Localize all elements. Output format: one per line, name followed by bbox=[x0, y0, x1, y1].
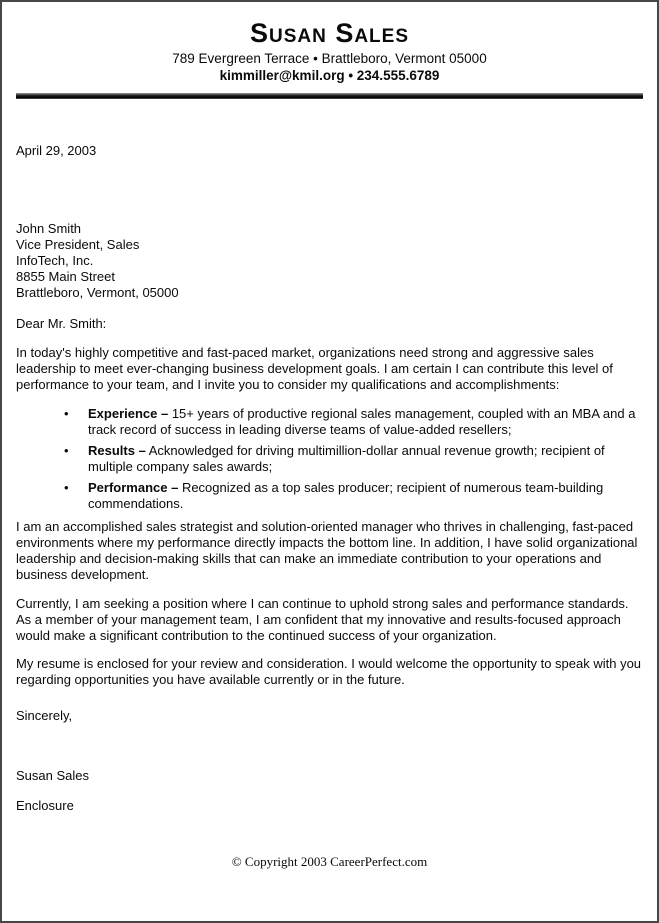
bullet-label: Performance – bbox=[88, 480, 179, 495]
enclosure-note: Enclosure bbox=[16, 798, 74, 813]
recipient-city: Brattleboro, Vermont, 05000 bbox=[16, 285, 179, 300]
bullet-text: 15+ years of productive regional sales management, coupled with an MBA and a track record of success in leading diverse teams of value-added resellers; bbox=[88, 406, 636, 437]
bullet-label: Experience – bbox=[88, 406, 169, 421]
header-divider-rule bbox=[16, 93, 643, 99]
closing: Sincerely, bbox=[16, 708, 73, 723]
paragraph-intro: In today's highly competitive and fast-paced market, organizations need strong and aggressive sales leadership to meet ever-changing business development goals. I am certain I can contribute this level of performance to your team, and I invite you to consider my qualifications and accomplishments: bbox=[16, 345, 613, 392]
paragraph-strategist: I am an accomplished sales strategist and solution-oriented manager who thrives in challenging, fast-paced environments where my performance directly impacts the bottom line. In addition, I have solid organizational leadership and decision-making skills that can make an immediate contribution to your operations and business development. bbox=[16, 519, 638, 582]
bullet-icon: • bbox=[64, 406, 69, 421]
letterhead-address: 789 Evergreen Terrace • Brattleboro, Vermont 05000 bbox=[172, 51, 487, 66]
salutation: Dear Mr. Smith: bbox=[16, 316, 107, 331]
bullet-icon: • bbox=[64, 480, 69, 495]
signature-name: Susan Sales bbox=[16, 768, 89, 783]
recipient-name: John Smith bbox=[16, 221, 82, 236]
list-item bbox=[64, 480, 643, 512]
recipient-company: InfoTech, Inc. bbox=[16, 253, 94, 268]
copyright-footer: © Copyright 2003 CareerPerfect.com bbox=[231, 854, 428, 869]
recipient-address-block bbox=[16, 221, 643, 301]
paragraph-resume: My resume is enclosed for your review and consideration. I would welcome the opportunity to speak with you regarding opportunities you have available currently or in the future. bbox=[16, 656, 642, 687]
letterhead-contact: kimmiller@kmil.org • 234.555.6789 bbox=[219, 68, 440, 83]
letter-date: April 29, 2003 bbox=[16, 143, 97, 158]
bullet-text: Acknowledged for driving multimillion-dollar annual revenue growth; recipient of multiple company sales awards; bbox=[88, 443, 605, 474]
letterhead-name: Susan Sales bbox=[249, 18, 410, 48]
letterhead bbox=[16, 2, 643, 84]
list-item bbox=[64, 406, 643, 438]
list-item bbox=[64, 443, 643, 475]
recipient-street: 8855 Main Street bbox=[16, 269, 116, 284]
qualifications-list bbox=[16, 406, 643, 512]
bullet-label: Results – bbox=[88, 443, 146, 458]
paragraph-seeking: Currently, I am seeking a position where I can continue to uphold strong sales and performance standards. As a member of your management team, I am confident that my innovative and results-focused approach would make a significant contribution to the continued success of your organization. bbox=[16, 596, 629, 643]
bullet-text: Recognized as a top sales producer; recipient of numerous team-building commendations. bbox=[88, 480, 604, 511]
recipient-title: Vice President, Sales bbox=[16, 237, 140, 252]
bullet-icon: • bbox=[64, 443, 69, 458]
